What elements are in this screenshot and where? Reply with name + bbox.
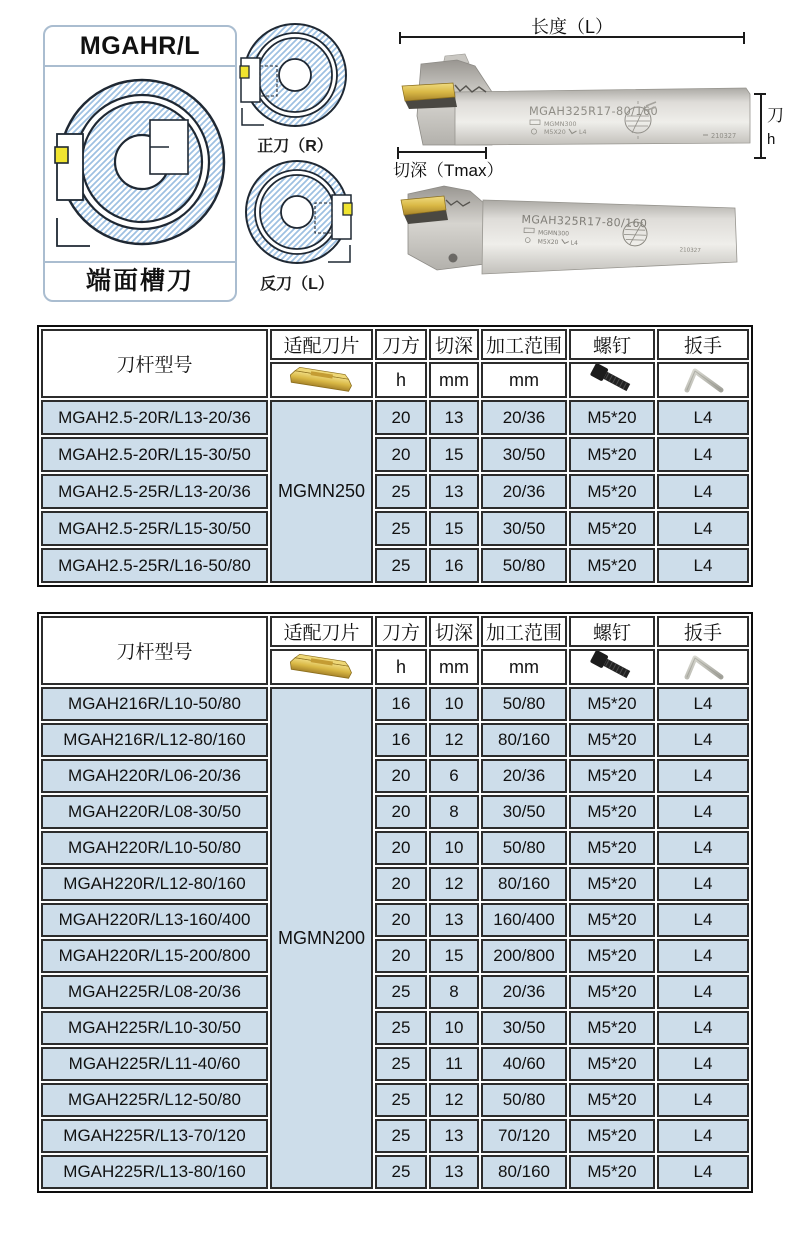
engraving-model: MGAH325R17-80/160 <box>529 105 659 118</box>
screw-cell: M5*20 <box>569 723 655 757</box>
wrench-cell: L4 <box>657 1011 749 1045</box>
wrench-cell: L4 <box>657 400 749 435</box>
left-hand-tool-diagram <box>240 157 354 271</box>
face-groove-section-diagram <box>52 70 228 258</box>
cut-depth-cell: 12 <box>429 723 479 757</box>
shank-height-cell: 25 <box>375 548 427 583</box>
shank-height-cell: 16 <box>375 687 427 721</box>
table-row <box>41 903 749 937</box>
holder-model-cell: MGAH2.5-20R/L15-30/50 <box>41 437 268 472</box>
tool-shank <box>482 200 737 274</box>
holder-model-cell: MGAH225R/L11-40/60 <box>41 1047 268 1081</box>
shank-unit: h <box>375 362 427 398</box>
table-row <box>41 795 749 829</box>
wrench-cell: L4 <box>657 795 749 829</box>
machining-range-cell: 20/36 <box>481 975 567 1009</box>
screw-photo-cell <box>569 362 655 398</box>
holder-model-cell: MGAH2.5-25R/L13-20/36 <box>41 474 268 509</box>
cut-depth-cell: 12 <box>429 1083 479 1117</box>
depth-dim-label: 切深（Tmax） <box>393 161 504 180</box>
shank-height-cell: 20 <box>375 939 427 973</box>
holder-model-cell: MGAH225R/L08-20/36 <box>41 975 268 1009</box>
col-header-range: 加工范围 <box>481 329 567 360</box>
col-header-holder-model: 刀杆型号 <box>41 616 268 685</box>
wrench-cell: L4 <box>657 1083 749 1117</box>
holder-model-cell: MGAH2.5-25R/L16-50/80 <box>41 548 268 583</box>
height-dim-label: 刀 h <box>767 106 784 148</box>
engraving-wrench: L4 <box>579 129 587 136</box>
wrench-cell: L4 <box>657 867 749 901</box>
col-header-shank: 刀方 <box>375 329 427 360</box>
screw-cell: M5*20 <box>569 867 655 901</box>
machining-range-cell: 80/160 <box>481 723 567 757</box>
wrench-cell: L4 <box>657 437 749 472</box>
machining-range-cell: 30/50 <box>481 511 567 546</box>
machining-range-cell: 40/60 <box>481 1047 567 1081</box>
screw-cell: M5*20 <box>569 1119 655 1153</box>
insert-icon <box>286 365 358 395</box>
screw-cell: M5*20 <box>569 1155 655 1189</box>
holder-model-cell: MGAH225R/L12-50/80 <box>41 1083 268 1117</box>
shank-height-cell: 20 <box>375 759 427 793</box>
spec-table-mgah2 <box>37 612 753 1193</box>
cut-depth-cell: 11 <box>429 1047 479 1081</box>
col-header-screw: 螺钉 <box>569 329 655 360</box>
table-row <box>41 548 749 583</box>
insert-tip-marker <box>240 66 249 78</box>
depth-unit: mm <box>429 362 479 398</box>
cut-depth-cell: 15 <box>429 511 479 546</box>
wrench-cell: L4 <box>657 511 749 546</box>
screw-cell: M5*20 <box>569 511 655 546</box>
shank-height-cell: 20 <box>375 831 427 865</box>
screw-cell: M5*20 <box>569 903 655 937</box>
shank-height-cell: 25 <box>375 1155 427 1189</box>
holder-model-cell: MGAH225R/L13-70/120 <box>41 1119 268 1153</box>
col-header-insert: 适配刀片 <box>270 329 373 360</box>
holder-model-cell: MGAH216R/L12-80/160 <box>41 723 268 757</box>
height-dim-line <box>760 94 762 158</box>
cut-depth-cell: 13 <box>429 1119 479 1153</box>
machining-range-cell: 30/50 <box>481 437 567 472</box>
engraving-serial: 210327 <box>679 247 701 255</box>
insert-photo-cell <box>270 362 373 398</box>
col-header-wrench: 扳手 <box>657 329 749 360</box>
wrench-cell: L4 <box>657 723 749 757</box>
holder-model-cell: MGAH2.5-25R/L15-30/50 <box>41 511 268 546</box>
wrench-cell: L4 <box>657 1047 749 1081</box>
screw-cell: M5*20 <box>569 831 655 865</box>
insert-icon <box>286 652 358 682</box>
length-dim-line <box>400 36 744 38</box>
engraving-insert: MGMN300 <box>544 121 577 128</box>
wrench-cell: L4 <box>657 1119 749 1153</box>
wrench-cell: L4 <box>657 759 749 793</box>
wrench-photo-cell <box>657 649 749 685</box>
engraving-screw: M5X20 <box>537 238 559 247</box>
table-row <box>41 1155 749 1189</box>
table-row <box>41 939 749 973</box>
holder-model-cell: MGAH216R/L10-50/80 <box>41 687 268 721</box>
product-card <box>43 25 237 302</box>
shank-height-cell: 25 <box>375 511 427 546</box>
engraving-screw: M5X20 <box>544 129 566 136</box>
tool-photo-top <box>393 50 759 154</box>
holder-model-cell: MGAH2.5-20R/L13-20/36 <box>41 400 268 435</box>
depth-unit: mm <box>429 649 479 685</box>
col-header-screw: 螺钉 <box>569 616 655 647</box>
machining-range-cell: 160/400 <box>481 903 567 937</box>
wrench-cell: L4 <box>657 548 749 583</box>
table-row <box>41 759 749 793</box>
cut-depth-cell: 15 <box>429 939 479 973</box>
shank-height-cell: 25 <box>375 1083 427 1117</box>
screw-cell: M5*20 <box>569 1011 655 1045</box>
cut-depth-cell: 10 <box>429 687 479 721</box>
col-header-insert: 适配刀片 <box>270 616 373 647</box>
engraving-insert: MGMN300 <box>537 229 570 238</box>
wrench-cell: L4 <box>657 903 749 937</box>
holder-model-cell: MGAH220R/L12-80/160 <box>41 867 268 901</box>
shank-unit: h <box>375 649 427 685</box>
screw-icon <box>582 364 642 396</box>
machining-range-cell: 200/800 <box>481 939 567 973</box>
screw-cell: M5*20 <box>569 939 655 973</box>
card-diagram-area <box>45 67 235 261</box>
screw-cell: M5*20 <box>569 400 655 435</box>
holder-model-cell: MGAH220R/L06-20/36 <box>41 759 268 793</box>
right-hand-label: 正刀（R） <box>257 138 333 155</box>
insert-photo-cell <box>270 649 373 685</box>
shank-height-cell: 20 <box>375 795 427 829</box>
cut-depth-cell: 10 <box>429 1011 479 1045</box>
holder-model-cell: MGAH220R/L08-30/50 <box>41 795 268 829</box>
engraving-serial: 210327 <box>711 132 737 140</box>
table-row <box>41 474 749 509</box>
machining-range-cell: 30/50 <box>481 1011 567 1045</box>
machining-range-cell: 20/36 <box>481 759 567 793</box>
shank-height-cell: 20 <box>375 437 427 472</box>
cut-depth-cell: 15 <box>429 437 479 472</box>
machining-range-cell: 20/36 <box>481 400 567 435</box>
table-row <box>41 723 749 757</box>
shank-height-cell: 20 <box>375 903 427 937</box>
wrench-cell: L4 <box>657 975 749 1009</box>
col-header-wrench: 扳手 <box>657 616 749 647</box>
holder-model-cell: MGAH225R/L10-30/50 <box>41 1011 268 1045</box>
insert-tip-marker <box>343 203 352 215</box>
holder-model-cell: MGAH225R/L13-80/160 <box>41 1155 268 1189</box>
insert-model-cell: MGMN200 <box>270 687 373 1189</box>
screw-photo-cell <box>569 649 655 685</box>
machining-range-cell: 50/80 <box>481 548 567 583</box>
table-row <box>41 400 749 435</box>
holder-model-cell: MGAH220R/L10-50/80 <box>41 831 268 865</box>
machining-range-cell: 80/160 <box>481 1155 567 1189</box>
shank-height-cell: 25 <box>375 474 427 509</box>
cut-depth-cell: 16 <box>429 548 479 583</box>
engraving-model: MGAH325R17-80/160 <box>521 212 648 231</box>
shank-height-cell: 25 <box>375 1011 427 1045</box>
product-model-title: MGAHR/L <box>45 27 235 67</box>
cut-depth-cell: 13 <box>429 1155 479 1189</box>
cut-depth-cell: 6 <box>429 759 479 793</box>
table-row <box>41 1119 749 1153</box>
table-row <box>41 831 749 865</box>
range-unit: mm <box>481 362 567 398</box>
cut-depth-cell: 13 <box>429 474 479 509</box>
machining-range-cell: 50/80 <box>481 687 567 721</box>
machining-range-cell: 50/80 <box>481 1083 567 1117</box>
engraving-wrench: L4 <box>570 239 578 247</box>
machining-range-cell: 50/80 <box>481 831 567 865</box>
tool-photo-angled <box>392 184 762 296</box>
screw-cell: M5*20 <box>569 1047 655 1081</box>
wrench-cell: L4 <box>657 939 749 973</box>
table-row <box>41 1083 749 1117</box>
cut-depth-cell: 13 <box>429 903 479 937</box>
shank-height-cell: 25 <box>375 975 427 1009</box>
depth-dim-line <box>398 151 486 153</box>
table-row <box>41 975 749 1009</box>
machining-range-cell: 70/120 <box>481 1119 567 1153</box>
cut-depth-cell: 12 <box>429 867 479 901</box>
product-caption: 端面槽刀 <box>45 261 235 300</box>
wrench-icon <box>673 364 733 396</box>
right-hand-tool-diagram <box>238 20 352 134</box>
screw-cell: M5*20 <box>569 975 655 1009</box>
shank-height-cell: 25 <box>375 1047 427 1081</box>
screw-cell: M5*20 <box>569 687 655 721</box>
screw-cell: M5*20 <box>569 548 655 583</box>
wrench-cell: L4 <box>657 1155 749 1189</box>
cut-depth-cell: 8 <box>429 975 479 1009</box>
wrench-photo-cell <box>657 362 749 398</box>
length-dim-label: 长度（L） <box>530 17 613 37</box>
cut-depth-cell: 8 <box>429 795 479 829</box>
range-unit: mm <box>481 649 567 685</box>
machining-range-cell: 30/50 <box>481 795 567 829</box>
col-header-depth: 切深 <box>429 329 479 360</box>
screw-cell: M5*20 <box>569 795 655 829</box>
col-header-shank: 刀方 <box>375 616 427 647</box>
screw-cell: M5*20 <box>569 474 655 509</box>
cut-depth-cell: 10 <box>429 831 479 865</box>
machining-range-cell: 80/160 <box>481 867 567 901</box>
col-header-holder-model: 刀杆型号 <box>41 329 268 398</box>
col-header-range: 加工范围 <box>481 616 567 647</box>
machining-range-cell: 20/36 <box>481 474 567 509</box>
wrench-cell: L4 <box>657 687 749 721</box>
height-dim-tick-bottom <box>754 157 766 159</box>
insert-model-cell: MGMN250 <box>270 400 373 583</box>
cut-depth-cell: 13 <box>429 400 479 435</box>
screw-cell: M5*20 <box>569 759 655 793</box>
col-header-depth: 切深 <box>429 616 479 647</box>
table-row <box>41 437 749 472</box>
shank-height-cell: 20 <box>375 400 427 435</box>
shank-height-cell: 20 <box>375 867 427 901</box>
insert-tip-marker <box>55 147 68 163</box>
screw-cell: M5*20 <box>569 437 655 472</box>
table-row <box>41 867 749 901</box>
screw-icon <box>582 651 642 683</box>
shank-height-cell: 16 <box>375 723 427 757</box>
table-row <box>41 1011 749 1045</box>
table-row <box>41 511 749 546</box>
screw-cell: M5*20 <box>569 1083 655 1117</box>
spec-table-mgah25 <box>37 325 753 587</box>
wrench-cell: L4 <box>657 474 749 509</box>
holder-model-cell: MGAH220R/L13-160/400 <box>41 903 268 937</box>
left-hand-label: 反刀（L） <box>260 276 334 293</box>
table-row <box>41 1047 749 1081</box>
wrench-icon <box>673 651 733 683</box>
shank-height-cell: 25 <box>375 1119 427 1153</box>
wrench-cell: L4 <box>657 831 749 865</box>
table-row <box>41 687 749 721</box>
holder-model-cell: MGAH220R/L15-200/800 <box>41 939 268 973</box>
